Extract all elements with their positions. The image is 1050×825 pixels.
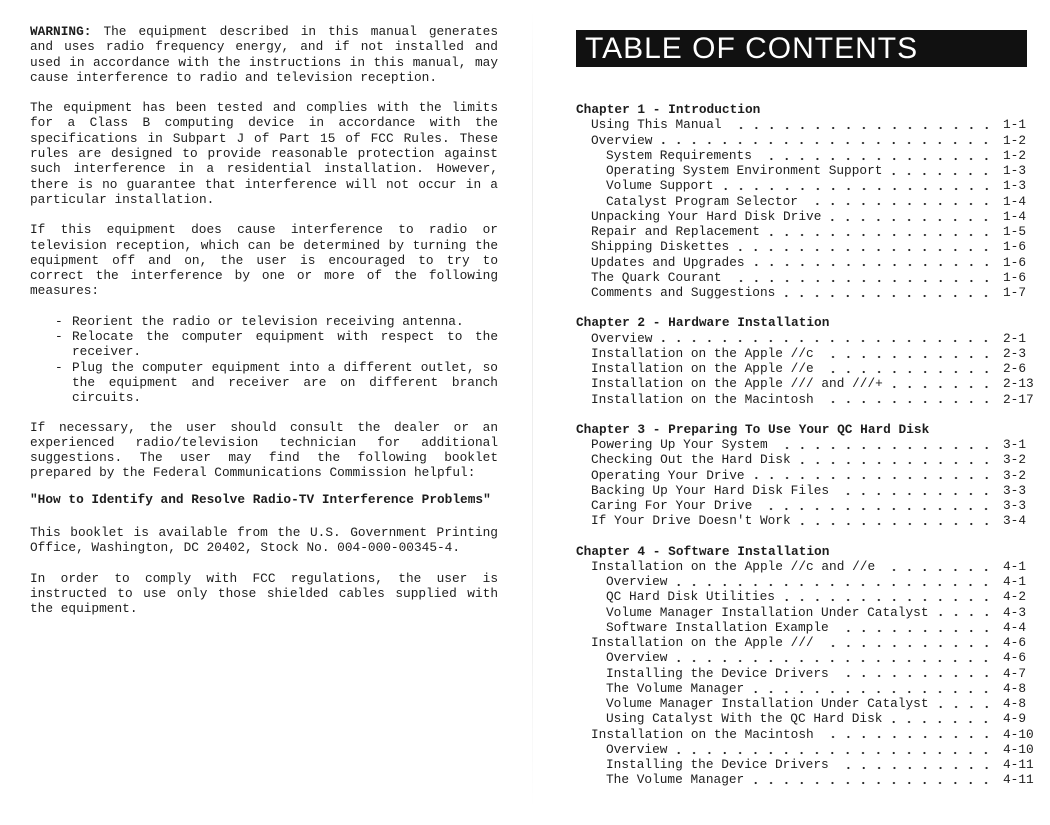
toc-subentry <box>576 194 1035 209</box>
toc-entry <box>576 361 1035 376</box>
left-page <box>30 24 498 632</box>
dot-leader <box>675 574 994 589</box>
toc-entry <box>576 452 1035 467</box>
dot-leader <box>806 194 994 209</box>
toc-entry <box>576 392 1035 407</box>
toc-entry-title: Unpacking Your Hard Disk Drive <box>591 208 822 224</box>
toc-page-number: 1-2 <box>1003 147 1027 163</box>
toc-page-number: 4-11 <box>1003 757 1034 772</box>
dot-leader <box>730 270 994 285</box>
dot-leader <box>783 285 994 300</box>
dot-leader <box>760 498 994 513</box>
toc-page-number: 1-1 <box>1003 117 1027 133</box>
toc-entry-title: Operating System Environment Support <box>606 163 883 178</box>
toc-page-number: 3-2 <box>1003 452 1027 468</box>
toc-entry-title: QC Hard Disk Utilities <box>606 589 775 605</box>
dot-leader <box>799 452 994 467</box>
toc-subentry <box>576 589 1035 604</box>
dot-leader <box>768 224 994 239</box>
toc-entry-title: Installation on the Macintosh <box>591 726 814 742</box>
toc-entry <box>576 635 1035 650</box>
toc-subentry <box>576 650 1035 665</box>
dot-leader <box>822 392 994 407</box>
toc-entry-title: Installation on the Macintosh <box>591 391 814 407</box>
toc-subentry <box>576 605 1035 620</box>
toc-page-number: 4-2 <box>1003 589 1027 605</box>
toc-page-number: 2-13 <box>1003 376 1034 392</box>
toc-page-number: 2-1 <box>1003 330 1027 346</box>
toc-page-number: 1-6 <box>1003 254 1027 270</box>
toc-subentry <box>576 696 1035 711</box>
toc-subentry <box>576 772 1035 787</box>
toc-page-number: 3-3 <box>1003 482 1027 498</box>
dot-leader <box>937 696 994 711</box>
dot-leader <box>837 757 994 772</box>
toc-page-number: 4-8 <box>1003 696 1027 711</box>
toc-subentry <box>576 666 1035 681</box>
toc-entry-title: Backing Up Your Hard Disk Files <box>591 482 830 498</box>
consult-paragraph: If necessary, the user should consult the dealer or an experienced radio/television technician for additional suggestions. The user may find the following booklet prepared by the Federal Communications Commission helpful: <box>30 419 498 481</box>
toc-entry-title: Shipping Diskettes <box>591 239 730 255</box>
toc-entry <box>576 727 1035 742</box>
dot-leader <box>783 589 994 604</box>
toc-entry <box>576 270 1035 285</box>
toc-page-number: 4-6 <box>1003 635 1027 650</box>
toc-page-number: 1-3 <box>1003 163 1027 178</box>
toc-entry-title: Checking Out the Hard Disk <box>591 452 791 468</box>
toc-entry <box>576 239 1035 254</box>
toc-entry-title: Operating Your Drive <box>591 467 745 483</box>
toc-page-number: 4-10 <box>1003 741 1034 757</box>
dot-leader <box>890 163 994 178</box>
dot-leader <box>753 468 994 483</box>
toc-entry-title: System Requirements <box>606 147 752 163</box>
dot-leader <box>660 133 994 148</box>
toc-subentry <box>576 681 1035 696</box>
toc-entry-title: Installation on the Apple //e <box>591 361 814 376</box>
toc-entry <box>576 285 1035 300</box>
booklet-title: "How to Identify and Resolve Radio-TV Interference Problems" <box>30 491 491 507</box>
page-gutter <box>532 10 533 810</box>
toc-entry-title: Caring For Your Drive <box>591 498 753 513</box>
dot-leader <box>722 178 994 193</box>
toc-subentry <box>576 178 1035 193</box>
toc-entry <box>576 331 1035 346</box>
toc-entry-title: The Volume Manager <box>606 680 745 696</box>
toc-page-number: 4-11 <box>1003 772 1034 788</box>
toc-entry <box>576 346 1035 361</box>
toc-page-number: 3-4 <box>1003 513 1027 529</box>
toc-entry-title: Overview <box>606 650 668 666</box>
dot-leader <box>891 376 994 391</box>
toc-entry <box>576 117 1035 132</box>
toc-entry-title: Updates and Upgrades <box>591 254 745 270</box>
toc-subentry <box>576 711 1035 726</box>
toc-chapter <box>576 315 1035 407</box>
toc-page-number: 3-3 <box>1003 498 1027 513</box>
toc-chapter <box>576 102 1035 300</box>
toc-chapter <box>576 544 1035 788</box>
toc-title-banner <box>576 30 1027 67</box>
toc-page-number: 4-9 <box>1003 711 1027 727</box>
toc-entry <box>576 133 1035 148</box>
dot-leader <box>883 559 994 574</box>
dot-leader <box>822 361 994 376</box>
toc-entry-title: Overview <box>591 132 653 148</box>
toc-entry-title: Installation on the Apple /// <box>591 635 814 650</box>
toc-page-number: 3-2 <box>1003 467 1027 483</box>
toc-entry <box>576 224 1035 239</box>
toc-entry-title: Overview <box>606 741 668 757</box>
dot-leader <box>776 437 994 452</box>
toc-chapter <box>576 422 1035 529</box>
dot-leader <box>837 620 994 635</box>
toc-entry-title: Powering Up Your System <box>591 437 768 452</box>
warning-text: The equipment described in this manual generates and uses radio frequency energy, and if not installed and used in accordance with the instructions in this manual, may cause interference to radio and television reception. <box>30 24 498 85</box>
dot-leader <box>837 666 994 681</box>
toc-page-number: 3-1 <box>1003 437 1027 452</box>
toc-page-number: 4-7 <box>1003 665 1027 681</box>
toc-subentry <box>576 148 1035 163</box>
toc-entry-title: Installing the Device Drivers <box>606 665 829 681</box>
table-of-contents <box>576 102 1035 788</box>
dot-leader <box>890 711 994 726</box>
toc-page-number: 4-10 <box>1003 726 1034 742</box>
toc-chapter-heading: Chapter 3 - Preparing To Use Your QC Hard Disk <box>576 421 930 437</box>
toc-page-number: 2-6 <box>1003 361 1027 376</box>
toc-page-number: 1-6 <box>1003 269 1027 285</box>
toc-page-number: 2-3 <box>1003 345 1027 361</box>
toc-entry <box>576 209 1035 224</box>
toc-page-number: 4-1 <box>1003 574 1027 589</box>
toc-subentry <box>576 757 1035 772</box>
toc-page-number: 1-5 <box>1003 224 1027 239</box>
dot-leader <box>937 605 994 620</box>
cables-paragraph: In order to comply with FCC regulations, the user is instructed to use only those shielded cables supplied with the equipment. <box>30 570 498 617</box>
toc-entry <box>576 559 1035 574</box>
toc-title: TABLE OF CONTENTS <box>585 32 919 65</box>
toc-page-number: 4-6 <box>1003 650 1027 666</box>
toc-entry <box>576 255 1035 270</box>
toc-chapter-heading: Chapter 4 - Software Installation <box>576 543 830 559</box>
dot-leader <box>660 331 994 346</box>
toc-subentry <box>576 742 1035 757</box>
interference-paragraph: If this equipment does cause interference to radio or television reception, which can be determined by turning the equipment off and on, the user is encouraged to try to correct the interference by one or more of the following measures: <box>30 222 498 299</box>
toc-entry-title: Volume Manager Installation Under Catalyst <box>606 696 929 711</box>
warning-paragraph <box>30 24 498 85</box>
toc-entry-title: The Volume Manager <box>606 772 745 788</box>
toc-entry-title: Overview <box>606 574 668 589</box>
dot-leader <box>822 635 994 650</box>
toc-page-number: 1-4 <box>1003 193 1027 209</box>
toc-entry-title: Installing the Device Drivers <box>606 757 829 772</box>
toc-entry-title: Using Catalyst With the QC Hard Disk <box>606 711 883 727</box>
toc-entry-title: Volume Manager Installation Under Catalyst <box>606 604 929 620</box>
toc-subentry <box>576 620 1035 635</box>
toc-entry-title: Catalyst Program Selector <box>606 193 798 209</box>
list-item <box>30 314 498 329</box>
toc-entry-title: Software Installation Example <box>606 619 829 635</box>
list-item <box>30 360 498 406</box>
measure-text: Plug the computer equipment into a different outlet, so the equipment and receiver are on different branch circuits. <box>72 359 498 406</box>
toc-entry <box>576 513 1035 528</box>
dot-leader <box>675 650 994 665</box>
dot-leader <box>753 255 994 270</box>
measure-text: Reorient the radio or television receiving antenna. <box>72 313 464 329</box>
dot-leader <box>737 239 994 254</box>
toc-entry-title: Using This Manual <box>591 117 722 133</box>
dot-leader <box>752 681 994 696</box>
toc-subentry <box>576 163 1035 178</box>
toc-entry-title: Installation on the Apple //c <box>591 345 814 361</box>
toc-entry-title: Overview <box>591 330 653 346</box>
compliance-paragraph: The equipment has been tested and complies with the limits for a Class B computing device in accordance with the specifications in Subpart J of Part 15 of FCC Rules. These rules are designed to provide reasonable protection against such interference in a residential installation. However, there is no guarantee that interference will not occur in a particular installation. <box>30 100 498 207</box>
toc-entry <box>576 468 1035 483</box>
dot-leader <box>837 483 994 498</box>
toc-entry <box>576 437 1035 452</box>
toc-page-number: 1-3 <box>1003 178 1027 194</box>
toc-entry <box>576 483 1035 498</box>
toc-chapter-heading: Chapter 1 - Introduction <box>576 102 761 117</box>
toc-chapter-heading: Chapter 2 - Hardware Installation <box>576 315 830 331</box>
toc-subentry <box>576 574 1035 589</box>
toc-page-number: 4-8 <box>1003 680 1027 696</box>
toc-entry-title: Repair and Replacement <box>591 224 760 239</box>
dot-leader <box>730 117 994 132</box>
dot-leader <box>799 513 994 528</box>
toc-page-number: 1-2 <box>1003 132 1027 148</box>
list-marker: - <box>55 329 63 345</box>
toc-entry-title: If Your Drive Doesn't Work <box>591 513 791 529</box>
list-marker: - <box>55 359 63 375</box>
toc-page-number: 1-6 <box>1003 239 1027 255</box>
toc-page-number: 2-17 <box>1003 391 1034 407</box>
toc-entry-title: Installation on the Apple //c and //e <box>591 558 876 574</box>
toc-entry-title: The Quark Courant <box>591 269 722 285</box>
toc-page-number: 4-3 <box>1003 604 1027 620</box>
list-marker: - <box>55 313 63 329</box>
toc-entry-title: Volume Support <box>606 178 714 194</box>
dot-leader <box>829 209 994 224</box>
dot-leader <box>752 772 994 787</box>
dot-leader <box>675 742 994 757</box>
warning-label: WARNING: <box>30 24 92 39</box>
dot-leader <box>822 727 994 742</box>
list-item <box>30 329 498 360</box>
toc-entry <box>576 498 1035 513</box>
toc-page-number: 1-4 <box>1003 208 1027 224</box>
measure-text: Relocate the computer equipment with respect to the receiver. <box>72 329 498 360</box>
availability-paragraph: This booklet is available from the U.S. Government Printing Office, Washington, DC 20402, Stock No. 004-000-00345-4. <box>30 525 498 556</box>
toc-entry-title: Comments and Suggestions <box>591 285 776 300</box>
toc-page-number: 4-1 <box>1003 558 1027 574</box>
toc-page-number: 4-4 <box>1003 619 1027 635</box>
toc-page-number: 1-7 <box>1003 285 1027 300</box>
dot-leader <box>822 346 994 361</box>
interference-measures-list <box>30 314 498 406</box>
toc-entry <box>576 376 1035 391</box>
dot-leader <box>760 148 994 163</box>
toc-entry-title: Installation on the Apple /// and ///+ <box>591 376 883 392</box>
